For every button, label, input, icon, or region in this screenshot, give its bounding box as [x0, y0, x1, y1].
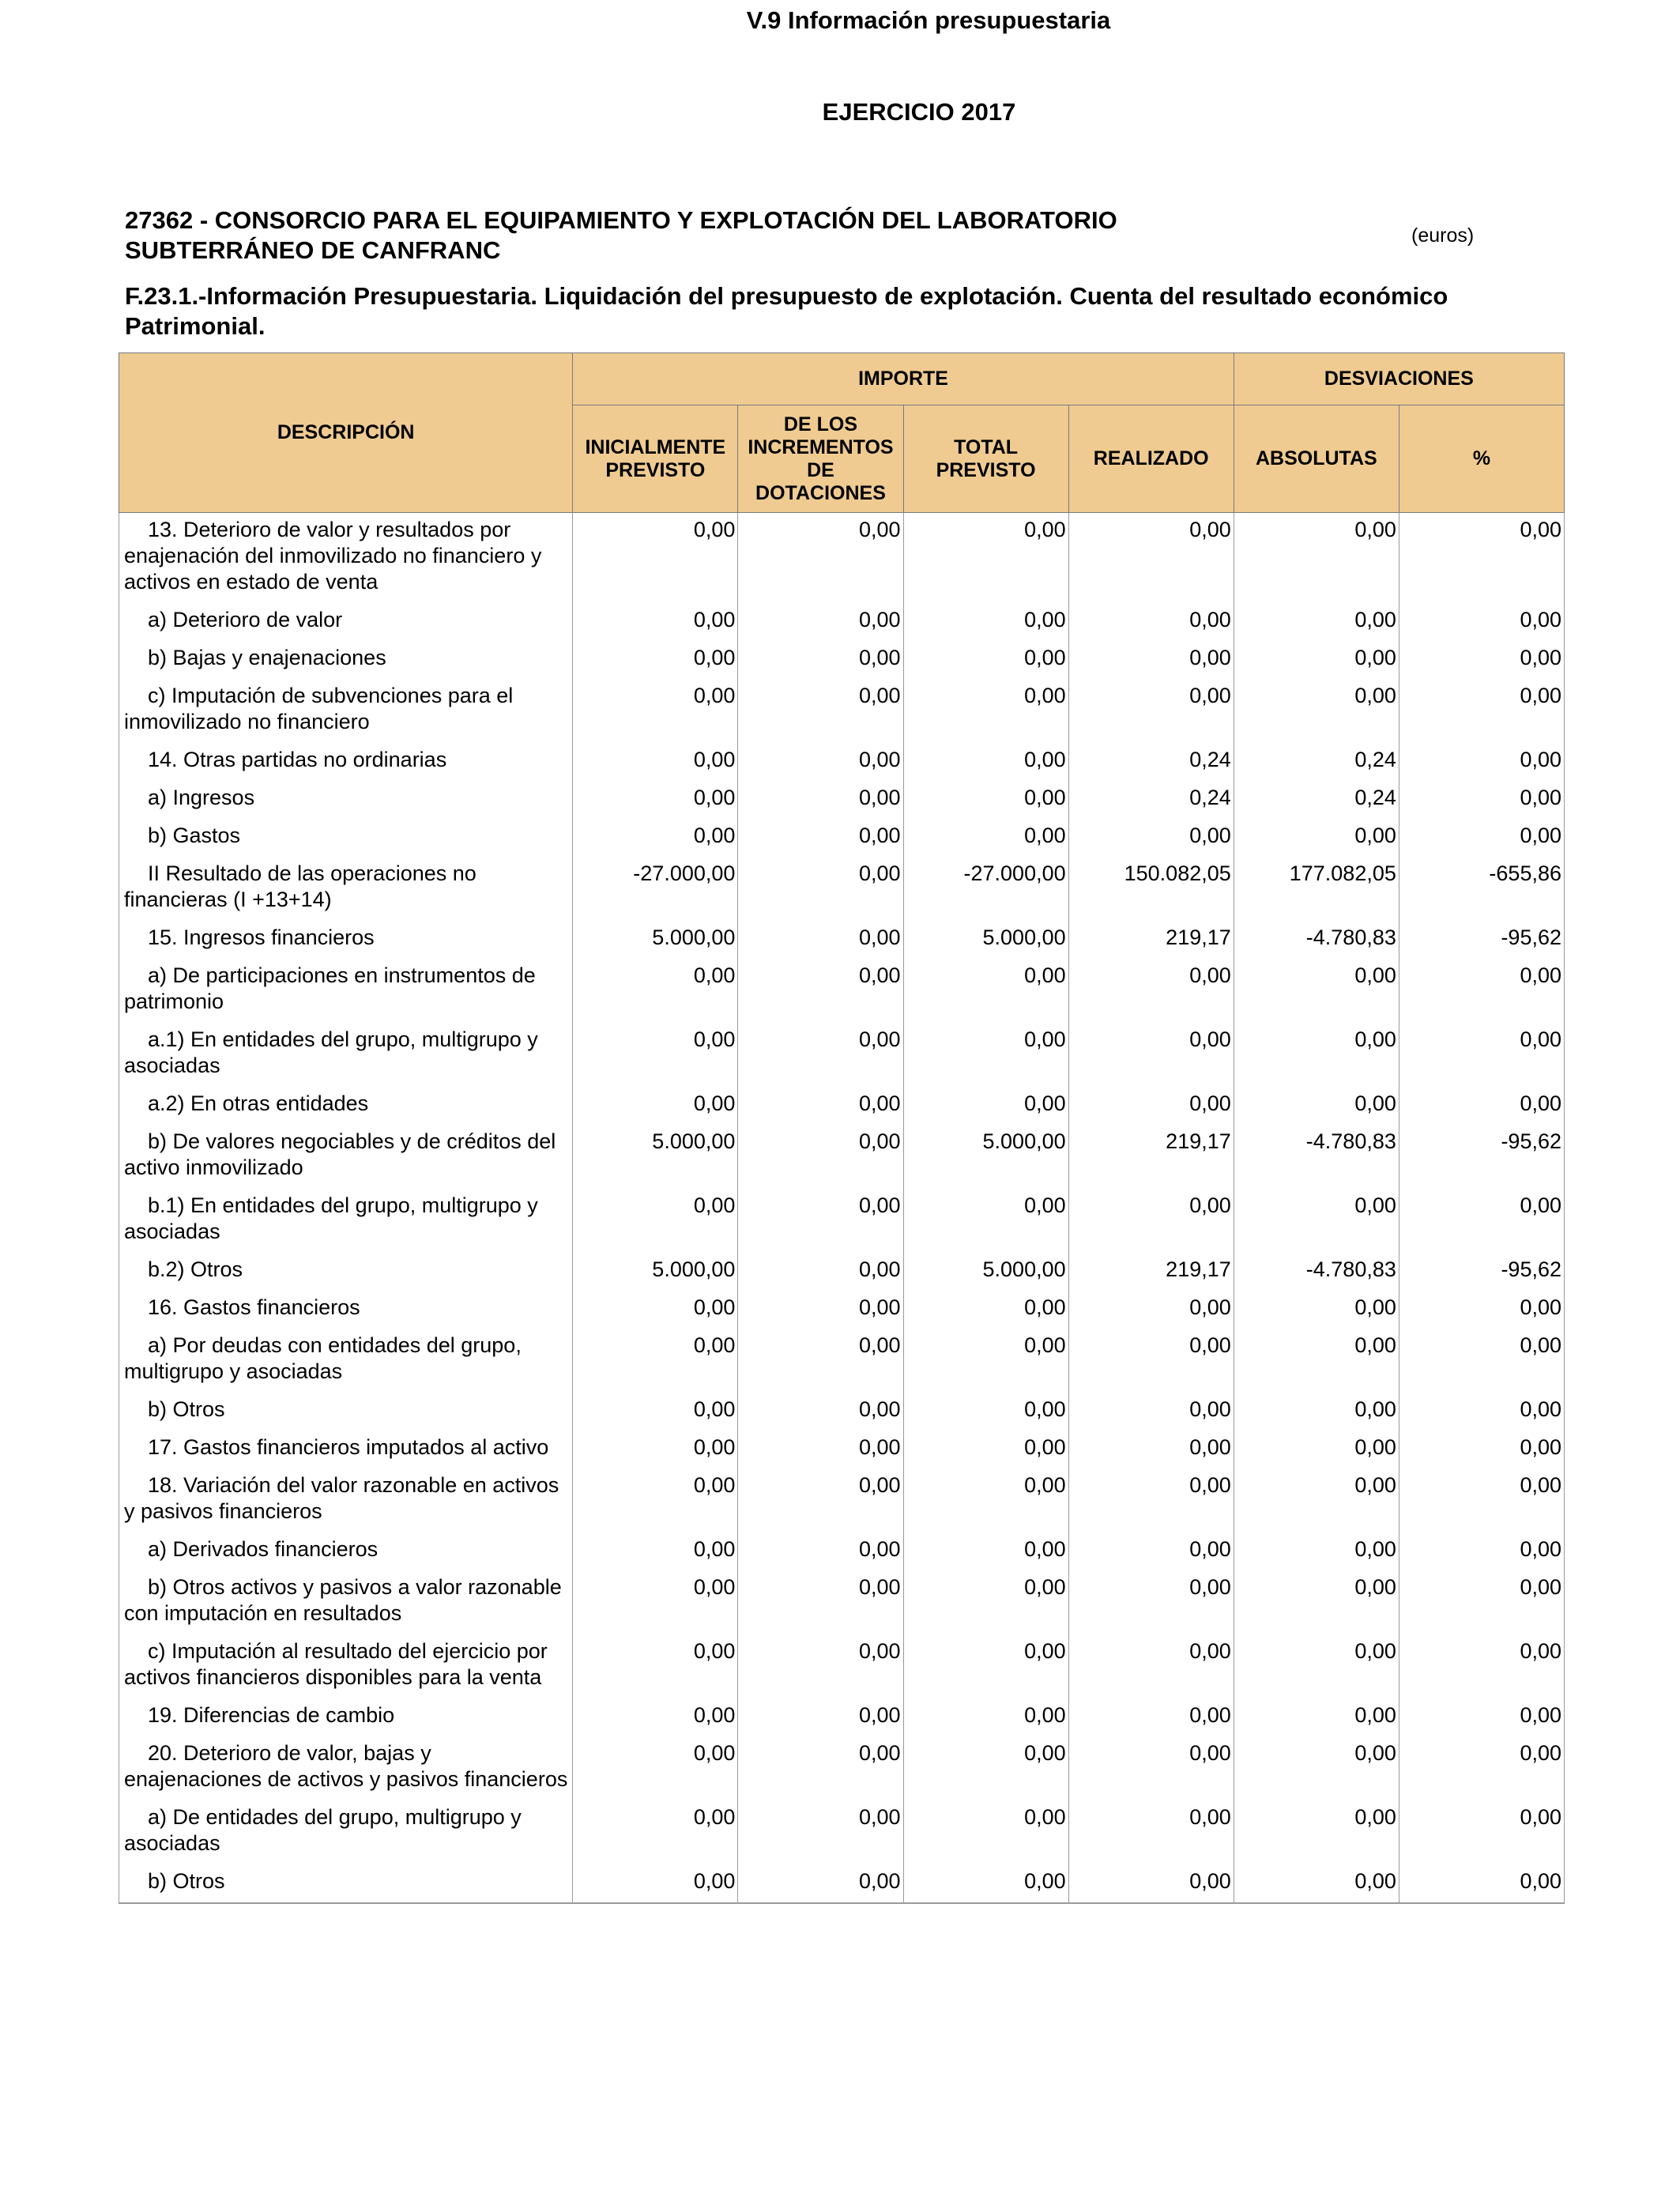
cell-inicialmente-previsto: 0,00 — [573, 1800, 738, 1864]
row-description: 13. Deterioro de valor y resultados por enajenación del inmovilizado no financiero y activos en estado de venta — [119, 513, 573, 604]
cell-total-previsto: 0,00 — [903, 1800, 1068, 1864]
cell-absolutas: 0,00 — [1234, 1864, 1399, 1903]
cell-absolutas: -4.780,83 — [1234, 921, 1399, 959]
row-description: b) Gastos — [119, 819, 573, 857]
row-description: 19. Diferencias de cambio — [119, 1698, 573, 1736]
cell-incrementos-dotaciones: 0,00 — [738, 1393, 903, 1431]
table-row — [119, 603, 1565, 641]
cell-inicialmente-previsto: 0,00 — [573, 679, 738, 743]
row-description: a) Deterioro de valor — [119, 603, 573, 641]
cell-porcentaje: 0,00 — [1399, 679, 1564, 743]
cell-incrementos-dotaciones: 0,00 — [738, 1329, 903, 1393]
cell-realizado: 0,00 — [1068, 1329, 1234, 1393]
row-description: b) De valores negociables y de créditos del activo inmovilizado — [119, 1125, 573, 1189]
row-description: II Resultado de las operaciones no financieras (I +13+14) — [119, 857, 573, 921]
cell-realizado: 0,00 — [1068, 603, 1234, 641]
cell-realizado: 0,00 — [1068, 1087, 1234, 1125]
cell-inicialmente-previsto: 0,00 — [573, 513, 738, 604]
cell-absolutas: 0,00 — [1234, 1736, 1399, 1800]
table-row — [119, 1087, 1565, 1125]
cell-absolutas: 0,00 — [1234, 1698, 1399, 1736]
cell-incrementos-dotaciones: 0,00 — [738, 1570, 903, 1634]
cell-porcentaje: 0,00 — [1399, 1468, 1564, 1532]
row-description: 18. Variación del valor razonable en activos y pasivos financieros — [119, 1468, 573, 1532]
table-header — [119, 353, 1565, 513]
cell-realizado: 0,00 — [1068, 1864, 1234, 1903]
cell-total-previsto: 0,00 — [903, 641, 1068, 679]
table-row — [119, 1800, 1565, 1864]
row-description: 15. Ingresos financieros — [119, 921, 573, 959]
cell-porcentaje: -655,86 — [1399, 857, 1564, 921]
table-row — [119, 1532, 1565, 1570]
cell-total-previsto: 0,00 — [903, 781, 1068, 819]
cell-inicialmente-previsto: 0,00 — [573, 641, 738, 679]
cell-total-previsto: 0,00 — [903, 1570, 1068, 1634]
table-row — [119, 857, 1565, 921]
cell-incrementos-dotaciones: 0,00 — [738, 819, 903, 857]
cell-incrementos-dotaciones: 0,00 — [738, 603, 903, 641]
row-description: c) Imputación al resultado del ejercicio por activos financieros disponibles para la venta — [119, 1634, 573, 1698]
cell-incrementos-dotaciones: 0,00 — [738, 1291, 903, 1329]
cell-realizado: 0,00 — [1068, 1736, 1234, 1800]
cell-porcentaje: 0,00 — [1399, 1087, 1564, 1125]
row-description: 14. Otras partidas no ordinarias — [119, 743, 573, 781]
table-row — [119, 1570, 1565, 1634]
cell-absolutas: 0,00 — [1234, 959, 1399, 1023]
cell-incrementos-dotaciones: 0,00 — [738, 1634, 903, 1698]
form-title: F.23.1.-Información Presupuestaria. Liquidación del presupuesto de explotación. Cuenta del resultado económico Patrimonial. — [125, 282, 1448, 340]
cell-incrementos-dotaciones: 0,00 — [738, 1698, 903, 1736]
cell-absolutas: 0,00 — [1234, 1087, 1399, 1125]
cell-absolutas: 0,00 — [1234, 641, 1399, 679]
table-row — [119, 1253, 1565, 1291]
cell-absolutas: 0,00 — [1234, 679, 1399, 743]
cell-porcentaje: 0,00 — [1399, 781, 1564, 819]
cell-incrementos-dotaciones: 0,00 — [738, 959, 903, 1023]
cell-absolutas: 0,00 — [1234, 1800, 1399, 1864]
header-porcentaje: % — [1399, 405, 1564, 513]
cell-porcentaje: -95,62 — [1399, 1125, 1564, 1189]
cell-incrementos-dotaciones: 0,00 — [738, 781, 903, 819]
cell-absolutas: 0,00 — [1234, 1189, 1399, 1253]
cell-total-previsto: 0,00 — [903, 1431, 1068, 1468]
header-desviaciones-group: DESVIACIONES — [1234, 353, 1564, 405]
cell-porcentaje: -95,62 — [1399, 921, 1564, 959]
cell-inicialmente-previsto: 5.000,00 — [573, 1253, 738, 1291]
cell-incrementos-dotaciones: 0,00 — [738, 1189, 903, 1253]
cell-inicialmente-previsto: 0,00 — [573, 1634, 738, 1698]
cell-inicialmente-previsto: 5.000,00 — [573, 921, 738, 959]
row-description: b.1) En entidades del grupo, multigrupo y asociadas — [119, 1189, 573, 1253]
cell-porcentaje: 0,00 — [1399, 1393, 1564, 1431]
cell-incrementos-dotaciones: 0,00 — [738, 1736, 903, 1800]
cell-porcentaje: 0,00 — [1399, 1189, 1564, 1253]
cell-inicialmente-previsto: 0,00 — [573, 1087, 738, 1125]
table-row — [119, 641, 1565, 679]
cell-porcentaje: 0,00 — [1399, 1329, 1564, 1393]
cell-total-previsto: -27.000,00 — [903, 857, 1068, 921]
table-row — [119, 513, 1565, 604]
cell-porcentaje: 0,00 — [1399, 1431, 1564, 1468]
row-description: c) Imputación de subvenciones para el inmovilizado no financiero — [119, 679, 573, 743]
cell-realizado: 0,00 — [1068, 1570, 1234, 1634]
table-row — [119, 959, 1565, 1023]
cell-inicialmente-previsto: -27.000,00 — [573, 857, 738, 921]
row-description: a) De entidades del grupo, multigrupo y asociadas — [119, 1800, 573, 1864]
header-descripcion: DESCRIPCIÓN — [119, 353, 573, 513]
entity-name-line-2: SUBTERRÁNEO DE CANFRANC — [125, 236, 501, 264]
row-description: a) De participaciones en instrumentos de patrimonio — [119, 959, 573, 1023]
cell-total-previsto: 0,00 — [903, 1189, 1068, 1253]
cell-incrementos-dotaciones: 0,00 — [738, 1253, 903, 1291]
cell-inicialmente-previsto: 0,00 — [573, 781, 738, 819]
cell-inicialmente-previsto: 0,00 — [573, 1431, 738, 1468]
cell-total-previsto: 0,00 — [903, 603, 1068, 641]
cell-absolutas: 0,00 — [1234, 819, 1399, 857]
cell-absolutas: 0,00 — [1234, 1431, 1399, 1468]
table-row — [119, 1393, 1565, 1431]
table-row — [119, 819, 1565, 857]
currency-units: (euros) — [1411, 224, 1475, 247]
cell-total-previsto: 0,00 — [903, 1532, 1068, 1570]
cell-absolutas: 0,00 — [1234, 1570, 1399, 1634]
row-description: b) Otros — [119, 1393, 573, 1431]
cell-absolutas: 0,00 — [1234, 1329, 1399, 1393]
table-row — [119, 1023, 1565, 1087]
cell-total-previsto: 5.000,00 — [903, 921, 1068, 959]
cell-total-previsto: 0,00 — [903, 743, 1068, 781]
cell-total-previsto: 0,00 — [903, 679, 1068, 743]
table-row — [119, 1125, 1565, 1189]
cell-realizado: 0,00 — [1068, 1634, 1234, 1698]
cell-inicialmente-previsto: 0,00 — [573, 1698, 738, 1736]
cell-porcentaje: 0,00 — [1399, 1532, 1564, 1570]
cell-total-previsto: 0,00 — [903, 513, 1068, 604]
cell-porcentaje: 0,00 — [1399, 1634, 1564, 1698]
cell-realizado: 0,24 — [1068, 743, 1234, 781]
header-absolutas: ABSOLUTAS — [1234, 405, 1399, 513]
cell-inicialmente-previsto: 0,00 — [573, 1570, 738, 1634]
cell-realizado: 219,17 — [1068, 921, 1234, 959]
header-inicialmente-previsto: INICIALMENTE PREVISTO — [573, 405, 738, 513]
cell-realizado: 0,00 — [1068, 819, 1234, 857]
cell-realizado: 0,24 — [1068, 781, 1234, 819]
cell-inicialmente-previsto: 5.000,00 — [573, 1125, 738, 1189]
cell-incrementos-dotaciones: 0,00 — [738, 921, 903, 959]
cell-absolutas: -4.780,83 — [1234, 1253, 1399, 1291]
cell-total-previsto: 0,00 — [903, 1634, 1068, 1698]
cell-realizado: 150.082,05 — [1068, 857, 1234, 921]
cell-porcentaje: 0,00 — [1399, 1736, 1564, 1800]
cell-realizado: 0,00 — [1068, 513, 1234, 604]
cell-porcentaje: 0,00 — [1399, 1698, 1564, 1736]
cell-total-previsto: 5.000,00 — [903, 1253, 1068, 1291]
cell-realizado: 0,00 — [1068, 1431, 1234, 1468]
cell-porcentaje: -95,62 — [1399, 1253, 1564, 1291]
cell-realizado: 0,00 — [1068, 1023, 1234, 1087]
header-importe-group: IMPORTE — [573, 353, 1234, 405]
cell-total-previsto: 0,00 — [903, 1698, 1068, 1736]
cell-total-previsto: 0,00 — [903, 1329, 1068, 1393]
cell-inicialmente-previsto: 0,00 — [573, 743, 738, 781]
entity-name-line-1: 27362 - CONSORCIO PARA EL EQUIPAMIENTO Y EXPLOTACIÓN DEL LABORATORIO — [125, 206, 1117, 234]
cell-absolutas: 0,00 — [1234, 1634, 1399, 1698]
cell-total-previsto: 0,00 — [903, 1291, 1068, 1329]
cell-incrementos-dotaciones: 0,00 — [738, 679, 903, 743]
row-description: a.1) En entidades del grupo, multigrupo y asociadas — [119, 1023, 573, 1087]
table-row — [119, 781, 1565, 819]
cell-absolutas: 0,00 — [1234, 1532, 1399, 1570]
row-description: a.2) En otras entidades — [119, 1087, 573, 1125]
fiscal-year-title: EJERCICIO 2017 — [822, 98, 1016, 126]
table-row — [119, 1431, 1565, 1468]
cell-total-previsto: 5.000,00 — [903, 1125, 1068, 1189]
row-description: a) Por deudas con entidades del grupo, multigrupo y asociadas — [119, 1329, 573, 1393]
cell-total-previsto: 0,00 — [903, 959, 1068, 1023]
cell-total-previsto: 0,00 — [903, 1023, 1068, 1087]
table-body — [119, 513, 1565, 1904]
table-row — [119, 679, 1565, 743]
table-row — [119, 1291, 1565, 1329]
cell-total-previsto: 0,00 — [903, 1736, 1068, 1800]
cell-inicialmente-previsto: 0,00 — [573, 959, 738, 1023]
cell-porcentaje: 0,00 — [1399, 1023, 1564, 1087]
cell-incrementos-dotaciones: 0,00 — [738, 1087, 903, 1125]
row-description: b) Otros — [119, 1864, 573, 1903]
cell-realizado: 0,00 — [1068, 1468, 1234, 1532]
cell-inicialmente-previsto: 0,00 — [573, 1532, 738, 1570]
cell-incrementos-dotaciones: 0,00 — [738, 513, 903, 604]
row-description: b) Bajas y enajenaciones — [119, 641, 573, 679]
cell-realizado: 219,17 — [1068, 1253, 1234, 1291]
cell-absolutas: 0,00 — [1234, 603, 1399, 641]
cell-incrementos-dotaciones: 0,00 — [738, 1125, 903, 1189]
table-row — [119, 1634, 1565, 1698]
cell-total-previsto: 0,00 — [903, 1468, 1068, 1532]
cell-porcentaje: 0,00 — [1399, 743, 1564, 781]
cell-absolutas: 0,00 — [1234, 1023, 1399, 1087]
table-row — [119, 743, 1565, 781]
cell-inicialmente-previsto: 0,00 — [573, 1468, 738, 1532]
row-description: a) Derivados financieros — [119, 1532, 573, 1570]
cell-realizado: 0,00 — [1068, 1189, 1234, 1253]
cell-realizado: 0,00 — [1068, 1532, 1234, 1570]
cell-realizado: 0,00 — [1068, 1698, 1234, 1736]
table-row — [119, 1329, 1565, 1393]
cell-porcentaje: 0,00 — [1399, 1864, 1564, 1903]
cell-realizado: 0,00 — [1068, 641, 1234, 679]
cell-absolutas: 0,00 — [1234, 513, 1399, 604]
cell-absolutas: 0,24 — [1234, 743, 1399, 781]
cell-incrementos-dotaciones: 0,00 — [738, 1532, 903, 1570]
cell-inicialmente-previsto: 0,00 — [573, 603, 738, 641]
cell-inicialmente-previsto: 0,00 — [573, 1393, 738, 1431]
cell-inicialmente-previsto: 0,00 — [573, 1189, 738, 1253]
cell-incrementos-dotaciones: 0,00 — [738, 1431, 903, 1468]
cell-incrementos-dotaciones: 0,00 — [738, 1468, 903, 1532]
cell-total-previsto: 0,00 — [903, 1864, 1068, 1903]
cell-inicialmente-previsto: 0,00 — [573, 1291, 738, 1329]
table-row — [119, 1698, 1565, 1736]
cell-total-previsto: 0,00 — [903, 1087, 1068, 1125]
cell-inicialmente-previsto: 0,00 — [573, 1329, 738, 1393]
cell-absolutas: 177.082,05 — [1234, 857, 1399, 921]
table-row — [119, 1864, 1565, 1903]
cell-porcentaje: 0,00 — [1399, 1291, 1564, 1329]
row-description: a) Ingresos — [119, 781, 573, 819]
cell-realizado: 0,00 — [1068, 1393, 1234, 1431]
row-description: 17. Gastos financieros imputados al activo — [119, 1431, 573, 1468]
cell-porcentaje: 0,00 — [1399, 819, 1564, 857]
row-description: b.2) Otros — [119, 1253, 573, 1291]
cell-absolutas: 0,00 — [1234, 1393, 1399, 1431]
cell-incrementos-dotaciones: 0,00 — [738, 1023, 903, 1087]
cell-total-previsto: 0,00 — [903, 1393, 1068, 1431]
cell-inicialmente-previsto: 0,00 — [573, 1023, 738, 1087]
cell-inicialmente-previsto: 0,00 — [573, 1864, 738, 1903]
cell-absolutas: -4.780,83 — [1234, 1125, 1399, 1189]
cell-absolutas: 0,24 — [1234, 781, 1399, 819]
cell-realizado: 0,00 — [1068, 959, 1234, 1023]
cell-absolutas: 0,00 — [1234, 1291, 1399, 1329]
cell-porcentaje: 0,00 — [1399, 603, 1564, 641]
cell-inicialmente-previsto: 0,00 — [573, 819, 738, 857]
cell-absolutas: 0,00 — [1234, 1468, 1399, 1532]
row-description: 20. Deterioro de valor, bajas y enajenaciones de activos y pasivos financieros — [119, 1736, 573, 1800]
header-realizado: REALIZADO — [1068, 405, 1234, 513]
cell-realizado: 0,00 — [1068, 1800, 1234, 1864]
cell-incrementos-dotaciones: 0,00 — [738, 743, 903, 781]
cell-porcentaje: 0,00 — [1399, 513, 1564, 604]
cell-porcentaje: 0,00 — [1399, 959, 1564, 1023]
header-incrementos-dotaciones: DE LOS INCREMENTOS DE DOTACIONES — [738, 405, 903, 513]
cell-incrementos-dotaciones: 0,00 — [738, 1864, 903, 1903]
section-title: V.9 Información presupuestaria — [746, 6, 1111, 34]
table-row — [119, 1189, 1565, 1253]
cell-porcentaje: 0,00 — [1399, 641, 1564, 679]
entity-name — [125, 205, 1358, 266]
cell-total-previsto: 0,00 — [903, 819, 1068, 857]
row-description: b) Otros activos y pasivos a valor razonable con imputación en resultados — [119, 1570, 573, 1634]
table-row — [119, 1468, 1565, 1532]
cell-realizado: 0,00 — [1068, 1291, 1234, 1329]
budget-table — [119, 352, 1565, 1904]
cell-incrementos-dotaciones: 0,00 — [738, 1800, 903, 1864]
cell-realizado: 219,17 — [1068, 1125, 1234, 1189]
cell-porcentaje: 0,00 — [1399, 1570, 1564, 1634]
cell-inicialmente-previsto: 0,00 — [573, 1736, 738, 1800]
table-row — [119, 1736, 1565, 1800]
table-row — [119, 921, 1565, 959]
row-description: 16. Gastos financieros — [119, 1291, 573, 1329]
cell-porcentaje: 0,00 — [1399, 1800, 1564, 1864]
cell-realizado: 0,00 — [1068, 679, 1234, 743]
cell-incrementos-dotaciones: 0,00 — [738, 857, 903, 921]
cell-incrementos-dotaciones: 0,00 — [738, 641, 903, 679]
header-total-previsto: TOTAL PREVISTO — [903, 405, 1068, 513]
